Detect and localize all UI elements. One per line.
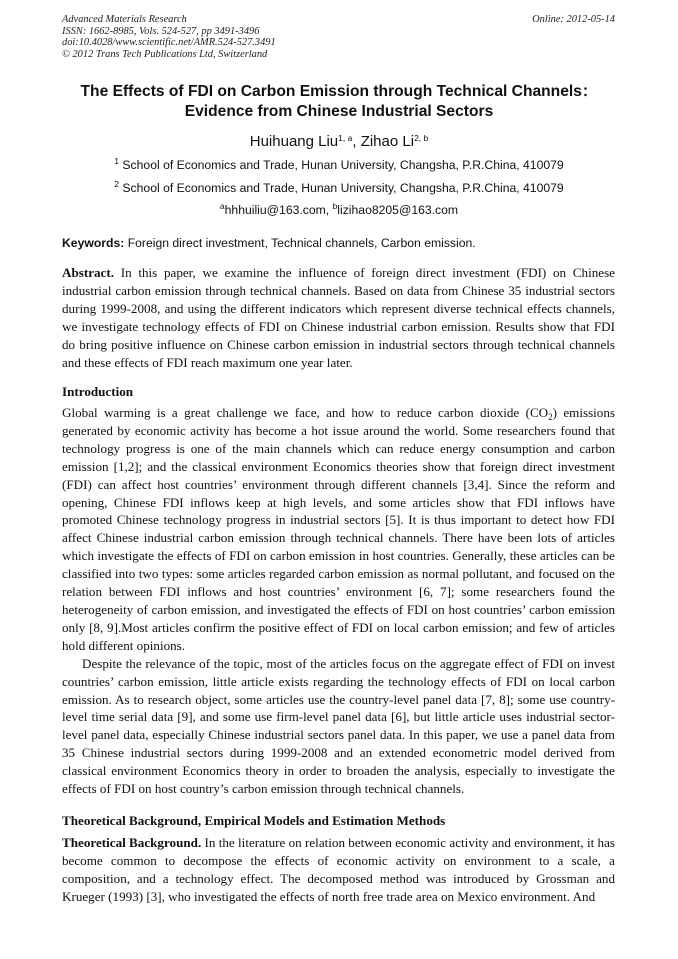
intro-p1-start: Global warming is a great challenge we face, and how to reduce carbon dioxide (CO [62, 405, 549, 420]
affiliation-2-text: School of Economics and Trade, Hunan University, Changsha, P.R.China, 410079 [122, 181, 564, 195]
introduction-paragraph-1 [62, 404, 615, 655]
co2-subscript: 2 [548, 412, 553, 422]
doi-line: doi:10.4028/www.scientific.net/AMR.524-527.3491 [62, 37, 276, 48]
email-b[interactable]: lizihao8205@163.com [337, 203, 459, 217]
author-separator: , [352, 133, 361, 150]
affiliation-2-number: 2 [114, 179, 120, 189]
abstract-label: Abstract. [62, 265, 114, 280]
theory-body [62, 834, 615, 906]
abstract-text: In this paper, we examine the influence of foreign direct investment (FDI) on Chinese industrial carbon emission through technical channels. Based on data from Chinese 35 industrial sectors during 1999-2008, and using the different indicators which represent diverse technical effects channels, we investigate technology effects of FDI on Chinese industrial carbon emission. Results show that FDI do bring positive influence on Chinese carbon emission in industrial sectors through technical channels and these effects of FDI reach maximum one year later. [62, 265, 615, 370]
affiliation-2 [40, 181, 638, 195]
affiliation-1-number: 1 [114, 156, 120, 166]
issn-line: ISSN: 1662-8985, Vols. 524-527, pp 3491-3496 [62, 25, 260, 37]
author-emails [40, 203, 638, 217]
keywords [62, 236, 616, 250]
keywords-text: Foreign direct investment, Technical channels, Carbon emission. [124, 236, 476, 250]
email-a[interactable]: hhhuiliu@163.com, [224, 203, 333, 217]
affiliation-1 [40, 158, 638, 172]
introduction-body [62, 404, 615, 798]
theory-section-heading: Theoretical Background, Empirical Models and Estimation Methods [62, 813, 446, 828]
intro-p1-rest: ) emissions generated by economic activity has become a hot issue around the world. Some researchers found that technology progress is one of the main channels which can reduce energy consumption and carbon emission [1,2]; and the classical environment Economics theories show that foreign direct investment (FDI) can affect host countries’ environment through different channels [3,4]. Since the reform and opening, Chinese FDI inflows keep at high levels, and some articles show that FDI inflows have promoted Chinese technology progress in industrial sectors [5]. It is thus important to detect how FDI affect Chinese industrial carbon emission through technical channels. There have been lots of articles which investigate the effects of FDI on carbon emission in host countries. Generally, these articles can be classified into two types: some articles regarded carbon emission as normal pollutant, and focused on the relation between FDI inflows and host countries’ environment [6, 7]; some researchers found the heterogeneity of carbon emission, and investigated the effects of FDI on host countries’ carbon emission only [8, 9].Most articles confirm the positive effect of FDI on local carbon emission; and few of articles hold different opinions. [62, 405, 615, 653]
email-b-marker: b [332, 201, 338, 211]
keywords-label: Keywords: [62, 236, 125, 250]
paper-title [40, 82, 638, 122]
online-date: Online: 2012-05-14 [532, 14, 615, 25]
title-line-2: Evidence from Chinese Industrial Sectors [184, 103, 494, 120]
introduction-paragraph-2: Despite the relevance of the topic, most of the articles focus on the aggregate effect of FDI on invest countries’ carbon emission, little article exists regarding the technology effects of FDI on local carbon emission. As to research object, some articles use the country-level panel data [7, 8]; some use country-level time serial data [9], and some use firm-level panel data [6], but little article uses industrial sector-level panel data, especially Chinese industrial sectors panel data. In this paper, we use a panel data from 35 Chinese industrial sectors during 1999-2008 and an extended econometric model derived from classical environment Economics theory in order to broaden the analysis, especially to investigate the effects of FDI on host country’s carbon emission through technical channels. [62, 655, 615, 797]
copyright-line: © 2012 Trans Tech Publications Ltd, Switzerland [62, 48, 268, 60]
abstract [62, 264, 615, 371]
journal-name: Advanced Materials Research [62, 14, 187, 25]
affiliation-1-text: School of Economics and Trade, Hunan University, Changsha, P.R.China, 410079 [122, 158, 564, 172]
title-line-1: The Effects of FDI on Carbon Emission through Technical Channels： [80, 83, 598, 100]
author-1-affil: 1, a [338, 133, 353, 143]
author-2-affil: 2, b [414, 133, 429, 143]
author-2: Zihao Li [360, 133, 415, 150]
author-list [40, 133, 638, 151]
email-a-marker: a [219, 201, 225, 211]
theory-text: In the literature on relation between economic activity and environment, it has become common to decompose the effects of economic activity on environment to a scale, a composition, and a technology effect. The decomposed method was introduced by Grossman and Krueger (1993) [3], who investigated the effects of north free trade area on Mexico environment. And [62, 835, 615, 904]
journal-header [62, 14, 276, 60]
theory-subheading: Theoretical Background. [62, 835, 202, 850]
introduction-heading: Introduction [62, 384, 134, 399]
author-1: Huihuang Liu [249, 133, 339, 150]
